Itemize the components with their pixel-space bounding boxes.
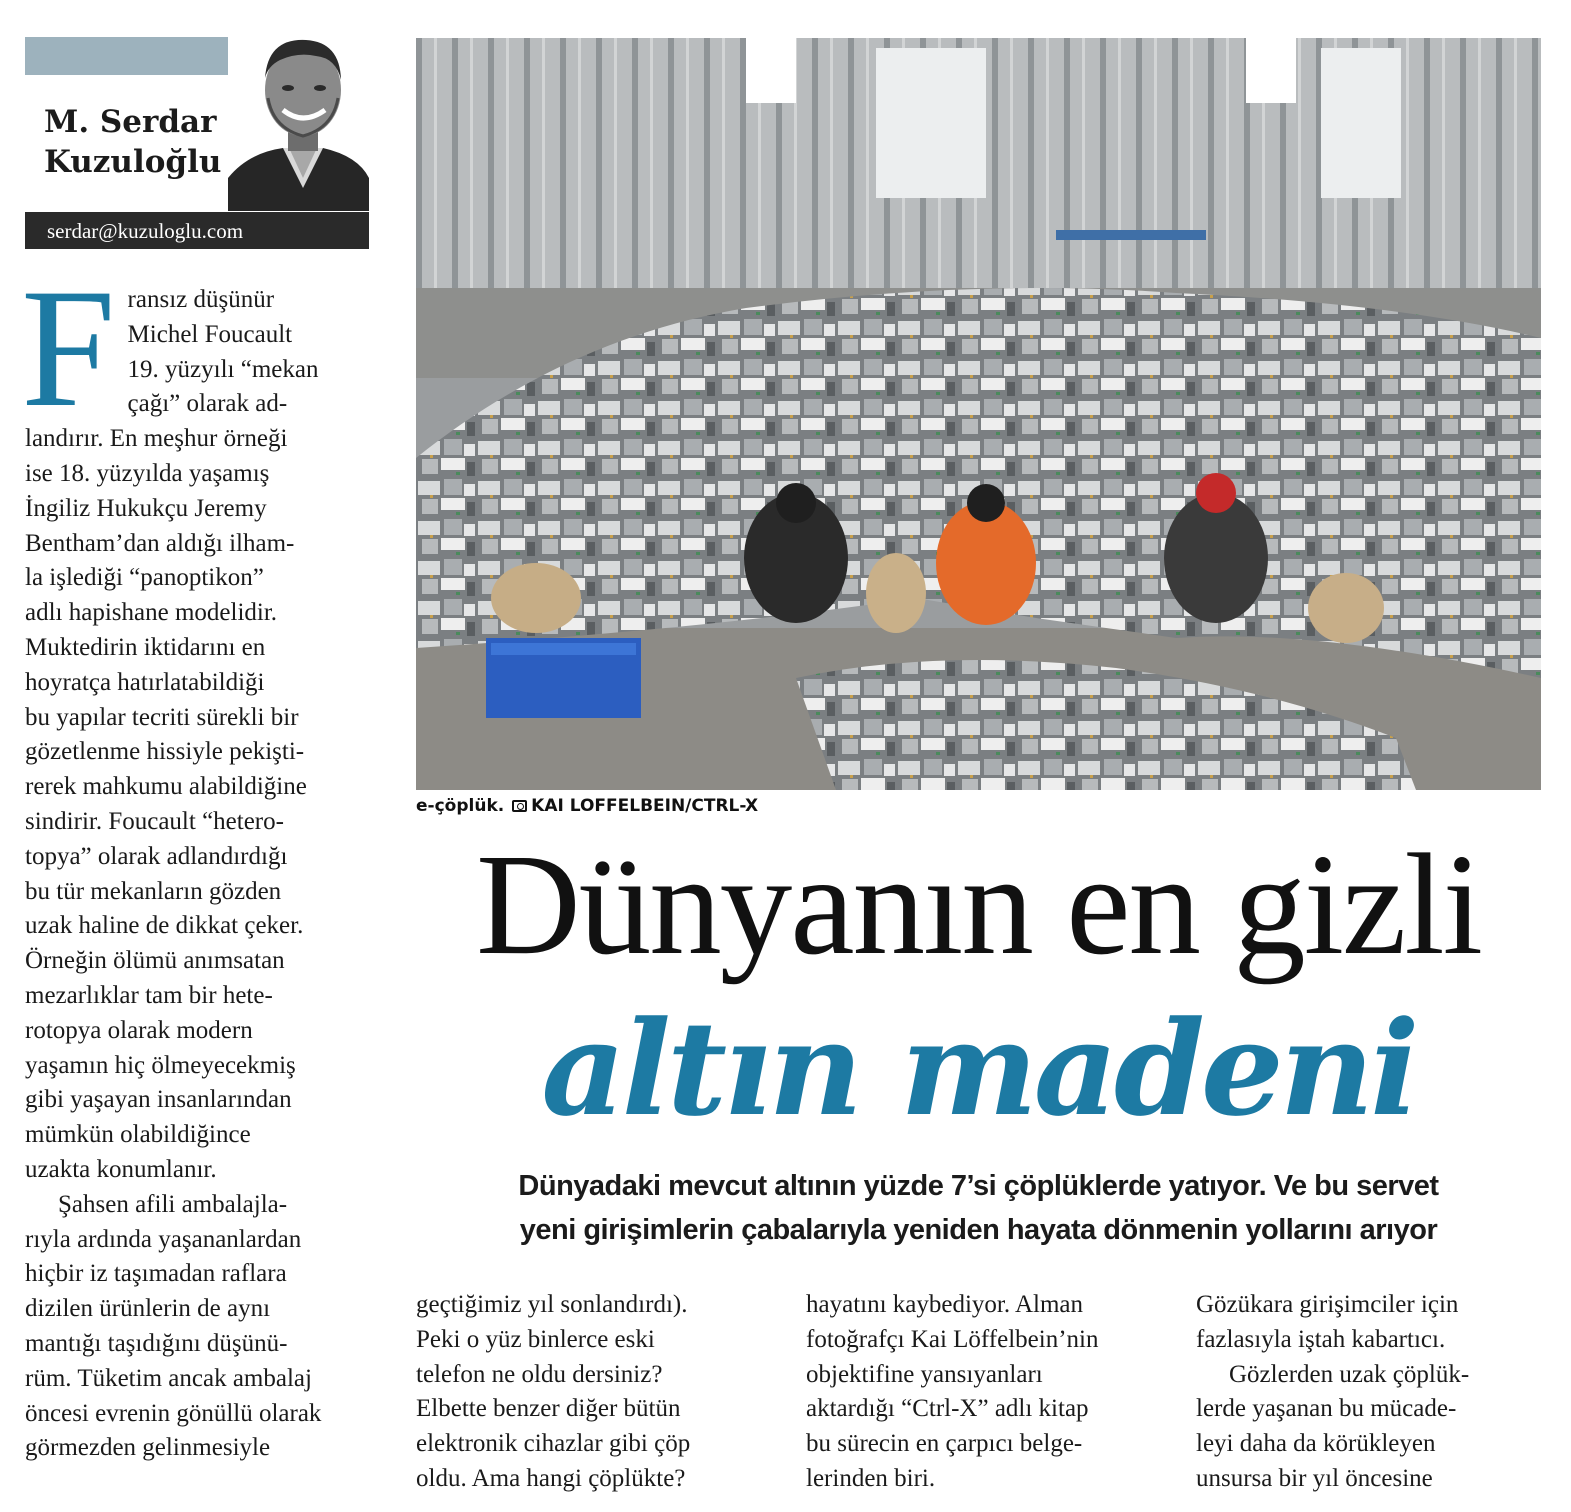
- text-line: gibi yaşayan insanlarından: [25, 1086, 292, 1114]
- text-line: Bentham’dan aldığı ilham-: [25, 529, 295, 557]
- text-line: ransız düşünür: [127, 286, 275, 313]
- text-line: rıyla ardında yaşananlardan: [25, 1225, 302, 1253]
- text-line: Örneğin ölümü anımsatan: [25, 947, 285, 975]
- text-line: görmezden gelinmesiyle: [25, 1434, 271, 1462]
- text-line: Gözlerden uzak çöplük-: [1229, 1360, 1470, 1388]
- author-portrait: [228, 28, 369, 211]
- author-name-line2: Kuzuloğlu: [44, 144, 222, 180]
- text-line: rerek mahkumu alabildiğine: [25, 773, 307, 801]
- text-line: çağı” olarak ad-: [127, 390, 288, 418]
- text-line: bu tür mekanların gözden: [25, 877, 282, 905]
- text-line: landırır. En meşhur örneği: [25, 425, 288, 453]
- spot-line1: Dünyadaki mevcut altının yüzde 7’si çöplüklerde yatıyor. Ve bu servet: [518, 1170, 1439, 1202]
- text-line: Muktedirin iktidarını en: [25, 633, 266, 661]
- text-line: 19. yüzyılı “mekan: [127, 355, 319, 383]
- text-line: İngiliz Hukukçu Jeremy: [25, 494, 267, 522]
- article-photo: [416, 38, 1541, 790]
- text-line: oldu. Ama hangi çöplükte?: [416, 1464, 686, 1492]
- author-name: [44, 102, 244, 182]
- headline-line1: Dünyanın en gizli: [476, 825, 1481, 985]
- text-line: adlı hapishane modelidir.: [25, 599, 278, 627]
- text-line: leyi daha da körükleyen: [1196, 1430, 1436, 1458]
- drop-cap: F: [21, 254, 116, 442]
- author-name-line1: M. Serdar: [44, 104, 217, 140]
- text-line: objektifine yansıyanları: [806, 1360, 1043, 1388]
- left-column-text: [25, 283, 370, 1466]
- text-line: Elbette benzer diğer bütün: [416, 1395, 681, 1423]
- text-line: aktardığı “Ctrl-X” adlı kitap: [806, 1395, 1089, 1423]
- text-line: uzakta konumlanır.: [25, 1155, 217, 1183]
- text-line: gözetlenme hissiyle pekişti-: [25, 738, 305, 766]
- article-column-3: [806, 1288, 1156, 1497]
- text-line: elektronik cihazlar gibi çöp: [416, 1430, 691, 1458]
- article-column-2: [416, 1288, 766, 1497]
- photo-caption: [416, 796, 758, 816]
- text-line: ise 18. yüzyılda yaşamış: [25, 459, 270, 487]
- text-line: uzak haline de dikkat çeker.: [25, 912, 304, 940]
- text-line: bu sürecin en çarpıcı belge-: [806, 1430, 1083, 1458]
- camera-icon: [512, 800, 527, 812]
- text-line: hayatını kaybediyor. Alman: [806, 1291, 1084, 1318]
- article-column-4: [1196, 1288, 1546, 1497]
- text-line: yaşamın hiç ölmeyecekmiş: [25, 1051, 296, 1079]
- text-line: unsursa bir yıl öncesine: [1196, 1464, 1433, 1492]
- text-line: rotopya olarak modern: [25, 1016, 253, 1044]
- spot-line2: yeni girişimlerin çabalarıyla yeniden hayata dönmenin yollarını arıyor: [519, 1214, 1438, 1246]
- text-line: lerde yaşanan bu mücade-: [1196, 1395, 1457, 1423]
- text-line: mezarlıklar tam bir hete-: [25, 981, 273, 1009]
- photo-caption-label: e-çöplük.: [416, 796, 505, 816]
- text-line: telefon ne oldu dersiniz?: [416, 1360, 663, 1388]
- headline-line2: altın madeni: [541, 992, 1416, 1145]
- text-line: dizilen ürünlerin de aynı: [25, 1295, 271, 1323]
- text-line: Michel Foucault: [127, 320, 293, 348]
- text-line: rüm. Tüketim ancak ambalaj: [25, 1364, 312, 1392]
- photo-credit: KAI LOFFELBEIN/CTRL-X: [531, 796, 759, 816]
- text-line: Peki o yüz binlerce eski: [416, 1325, 655, 1353]
- text-line: mantığı taşıdığını düşünü-: [25, 1329, 288, 1357]
- text-line: lerinden biri.: [806, 1464, 936, 1492]
- text-line: hoyratça hatırlatabildiği: [25, 668, 265, 696]
- text-line: topya” olarak adlandırdığı: [25, 842, 288, 870]
- text-line: öncesi evrenin gönüllü olarak: [25, 1399, 322, 1427]
- text-line: geçtiğimiz yıl sonlandırdı).: [416, 1291, 688, 1318]
- text-line: mümkün olabildiğince: [25, 1121, 251, 1149]
- author-email[interactable]: serdar@kuzuloglu.com: [47, 219, 244, 243]
- text-line: fotoğrafçı Kai Löffelbein’nin: [806, 1325, 1099, 1353]
- article-spot: [416, 1164, 1541, 1252]
- text-line: Şahsen afili ambalajla-: [58, 1190, 288, 1218]
- text-line: fazlasıyla iştah kabartıcı.: [1196, 1325, 1446, 1353]
- text-line: la işlediği “panoptikon”: [25, 564, 264, 592]
- text-line: hiçbir iz taşımadan raflara: [25, 1260, 287, 1288]
- text-line: sindirir. Foucault “hetero-: [25, 807, 284, 835]
- text-line: bu yapılar tecriti sürekli bir: [25, 703, 299, 731]
- article-left-column: [21, 254, 370, 1466]
- text-line: Gözükara girişimciler için: [1196, 1291, 1459, 1318]
